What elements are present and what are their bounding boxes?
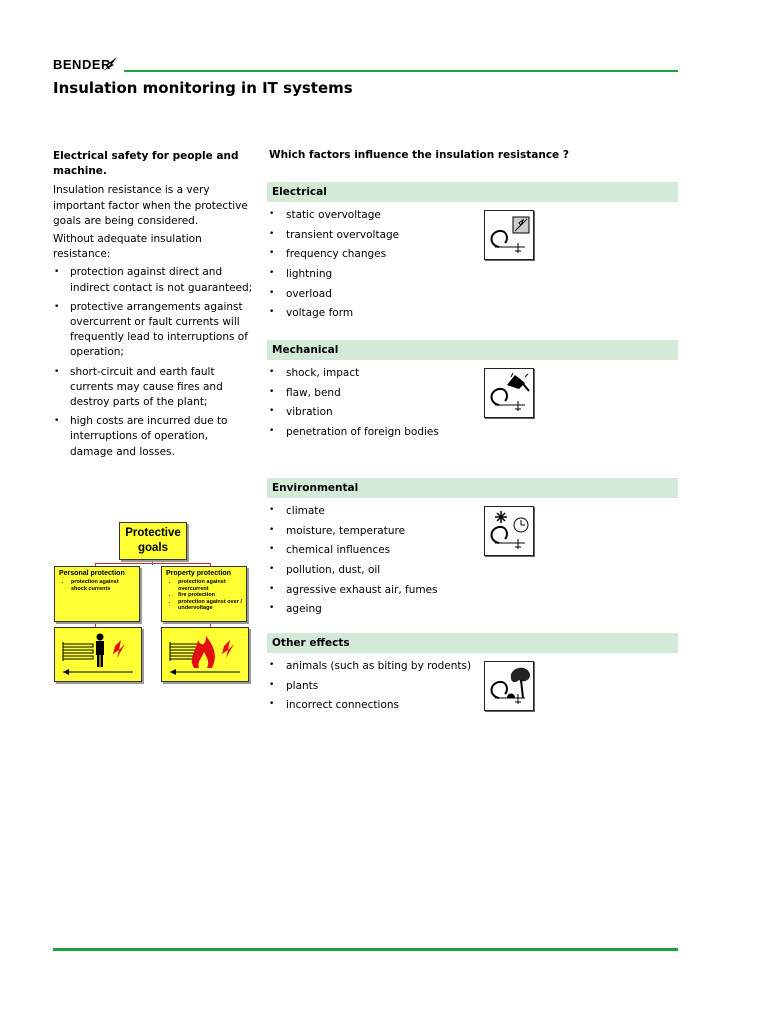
- protective-goals-box: [119, 522, 187, 560]
- logo-bolt-icon: [101, 55, 119, 73]
- list-item: • incorrect connections: [267, 696, 678, 716]
- property-protection-item: • protection against over / undervoltage: [178, 599, 242, 612]
- section-electrical: [267, 182, 678, 324]
- protective-goals-diagram: [53, 519, 249, 685]
- property-protection-box: [161, 566, 247, 622]
- left-paragraph-1: Insulation resistance is a very important factor when the protective goals are being considered.: [53, 184, 248, 227]
- list-item: • pollution, dust, oil: [267, 561, 678, 581]
- connector-line: [95, 563, 210, 564]
- list-item: • plants: [267, 677, 678, 697]
- section-header: Other effects: [267, 633, 678, 653]
- list-item: • shock, impact: [267, 364, 678, 384]
- list-item: • moisture, temperature: [267, 522, 678, 542]
- left-bullet: • high costs are incurred due to interruptions of operation, damage and losses.: [53, 414, 253, 460]
- list-item: • lightning: [267, 265, 678, 285]
- other-effects-icon: [484, 661, 534, 711]
- section-mechanical: [267, 340, 678, 443]
- personal-protection-picture: [54, 627, 142, 682]
- mechanical-factor-icon: [484, 368, 534, 418]
- property-protection-title: Property protection: [166, 570, 231, 577]
- footer-rule: [53, 948, 678, 951]
- list-item: • chemical influences: [267, 541, 678, 561]
- page-title: Insulation monitoring in IT systems: [53, 79, 353, 97]
- section-header: Electrical: [267, 182, 678, 202]
- list-item: • climate: [267, 502, 678, 522]
- section-environmental: [267, 478, 678, 620]
- section-header: Mechanical: [267, 340, 678, 360]
- list-item: • vibration: [267, 403, 678, 423]
- list-item: • overload: [267, 285, 678, 305]
- personal-protection-title: Personal protection: [59, 570, 125, 577]
- electrical-factor-icon: [484, 210, 534, 260]
- header-rule: [124, 70, 678, 72]
- left-bullet-list: [53, 265, 253, 459]
- left-bullet: • protective arrangements against overcurrent or fault currents will frequently lead to interruptions of operation;: [53, 300, 253, 361]
- personal-protection-item: • protection against shock currents: [71, 579, 135, 592]
- environmental-factor-icon: [484, 506, 534, 556]
- left-bullet: • short-circuit and earth fault currents may cause fires and destroy parts of the plant;: [53, 365, 253, 411]
- section-other-effects: [267, 633, 678, 716]
- list-item: • ageing: [267, 600, 678, 620]
- section-list: [267, 206, 678, 324]
- goal-line-2: goals: [137, 542, 169, 554]
- property-protection-item: • protection against overcurrent: [178, 579, 242, 592]
- list-item: • static overvoltage: [267, 206, 678, 226]
- list-item: • penetration of foreign bodies: [267, 423, 678, 443]
- list-item: • flaw, bend: [267, 384, 678, 404]
- property-protection-item: • fire protection: [178, 592, 242, 599]
- list-item: • frequency changes: [267, 245, 678, 265]
- section-list: [267, 364, 678, 443]
- list-item: • transient overvoltage: [267, 226, 678, 246]
- property-protection-picture: [161, 627, 249, 682]
- factors-question: Which factors influence the insulation resistance ?: [269, 149, 569, 161]
- logo-text: BENDER: [53, 57, 111, 72]
- goal-line-1: Protective: [125, 527, 181, 539]
- left-bullet: • protection against direct and indirect contact is not guaranteed;: [53, 265, 253, 295]
- left-paragraph-2: Without adequate insulation resistance:: [53, 233, 202, 261]
- left-lead: Electrical safety for people and machine.: [53, 150, 239, 178]
- bender-logo: [53, 54, 117, 74]
- list-item: • voltage form: [267, 304, 678, 324]
- section-list: [267, 502, 678, 620]
- list-item: • agressive exhaust air, fumes: [267, 581, 678, 601]
- section-header: Environmental: [267, 478, 678, 498]
- section-list: [267, 657, 678, 716]
- list-item: • animals (such as biting by rodents): [267, 657, 678, 677]
- personal-protection-box: [54, 566, 140, 622]
- fire-protection-icon: [162, 628, 248, 681]
- person-shock-icon: [55, 628, 141, 681]
- left-column: [53, 149, 253, 464]
